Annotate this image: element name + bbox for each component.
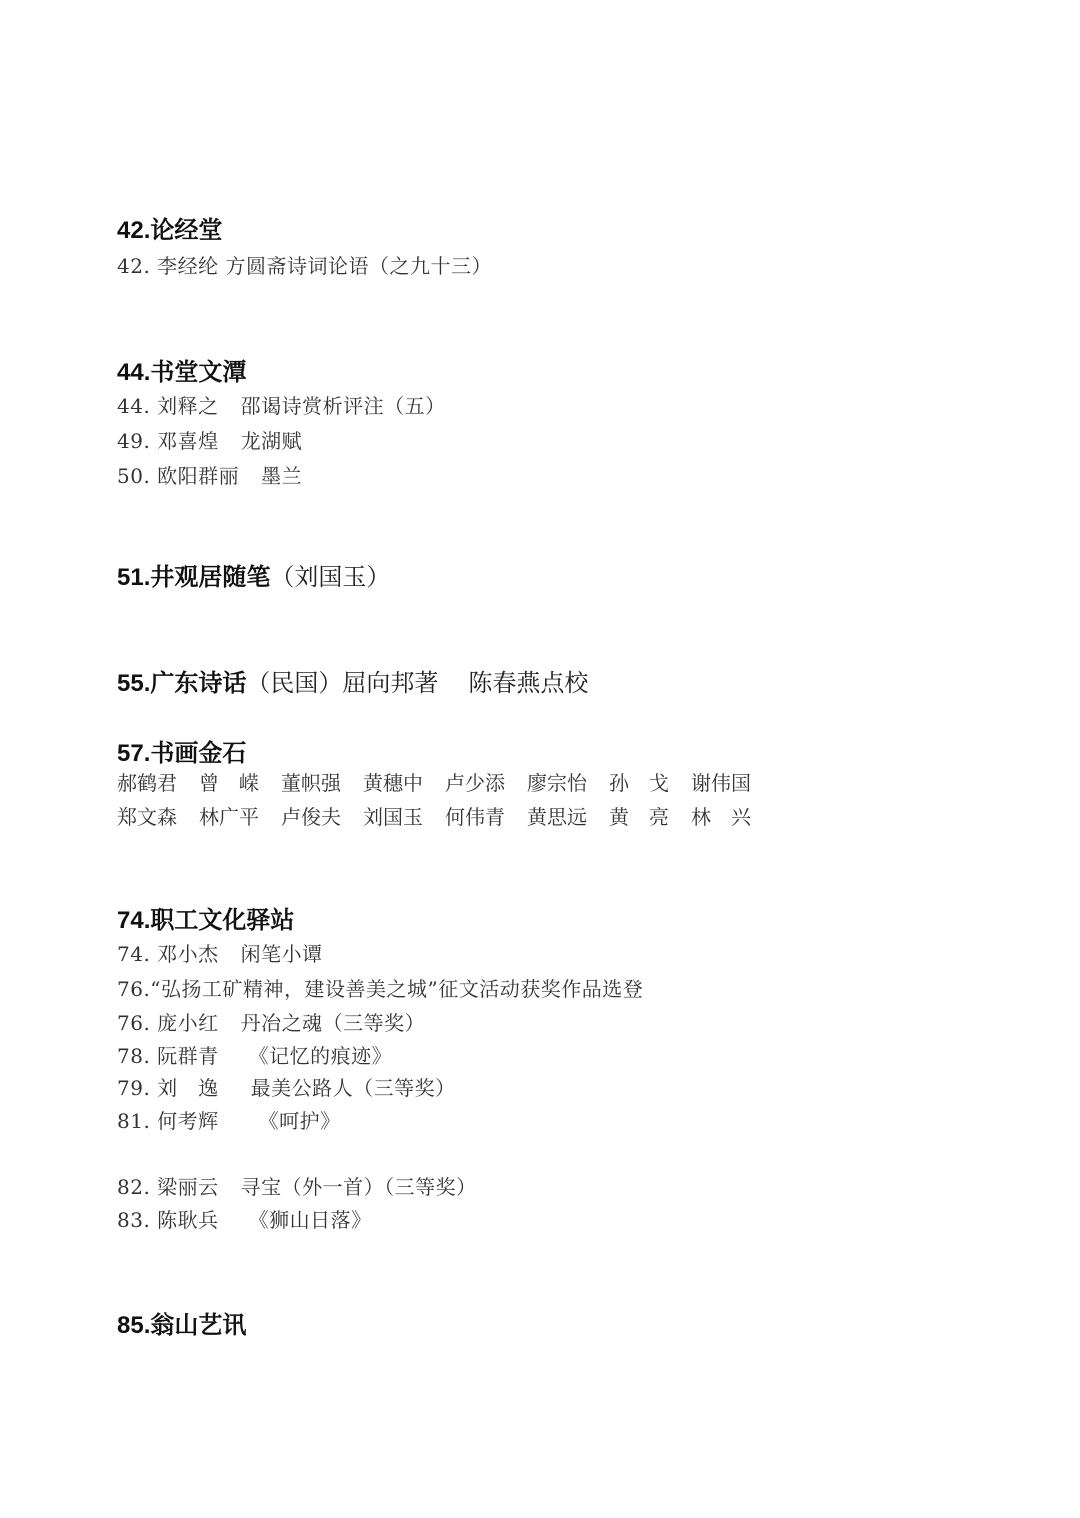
section-title: 职工文化驿站 [150,906,295,934]
item-text: 最美公路人（三等奖） [250,1076,456,1100]
item-prefix: 83. 陈耿兵 [117,1208,219,1232]
artist-name: 郝鹤君 [117,771,177,795]
section-note: （民国）屈向邦著 [246,669,439,697]
section-number: 51. [117,564,151,591]
artist-names-row-2 [117,807,1040,827]
artist-name: 卢俊夫 [281,805,341,829]
section-number: 55. [117,670,151,697]
section-number: 85. [117,1312,151,1339]
section-number: 74. [117,907,151,934]
artist-name: 何伟青 [445,805,505,829]
item-prefix: 44. 刘释之 [117,394,219,418]
section-title: 书画金石 [150,739,247,767]
item-text: 寻宝（外一首）（三等奖） [240,1175,477,1199]
item-text: 墨兰 [261,464,303,488]
section-title: 翁山艺讯 [150,1311,247,1339]
artist-name: 卢少添 [445,771,505,795]
section-heading-55 [117,671,1040,696]
item-prefix: 76.“弘扬工矿精神，建设善美之城”征文活动获奖作品选登 [117,977,644,1001]
item-text: 《记忆的痕迹》 [248,1044,393,1068]
section-heading-57 [117,741,1040,766]
artist-name: 黄 亮 [609,805,669,829]
section-title: 广东诗话 [150,669,247,697]
list-item [117,1078,1040,1098]
section-heading-74 [117,908,1040,933]
item-text: 《狮山日落》 [248,1208,372,1232]
artist-name: 谢伟国 [691,771,751,795]
artist-name: 曾 嵘 [199,771,259,795]
item-prefix: 76. 庞小红 [117,1011,219,1035]
section-title: 书堂文潭 [150,358,247,386]
section-number: 57. [117,740,151,767]
list-item [117,1013,1040,1033]
item-prefix: 81. 何考辉 [117,1109,219,1133]
section-note-2: 陈春燕点校 [468,669,589,697]
artist-name: 郑文森 [117,805,177,829]
artist-name: 孙 戈 [609,771,669,795]
section-number: 44. [117,359,151,386]
artist-name: 黄穗中 [363,771,423,795]
list-item [117,1177,1040,1197]
item-text: 《呵护》 [258,1109,341,1133]
section-title: 论经堂 [150,216,223,244]
item-text: 闲笔小谭 [240,942,323,966]
list-item [117,944,1040,964]
list-item [117,979,1040,999]
section-note: （刘国玉） [270,563,391,591]
item-text: 邵谒诗赏析评注（五） [240,394,446,418]
artist-name: 廖宗怡 [527,771,587,795]
artist-names-row-1 [117,773,1040,793]
artist-name: 董帜强 [281,771,341,795]
list-item [117,431,1040,451]
section-heading-51 [117,565,1040,590]
artist-name: 林广平 [199,805,259,829]
item-prefix: 79. 刘 逸 [117,1076,219,1100]
item-prefix: 78. 阮群青 [117,1044,219,1068]
list-item: 42. 李经纶 方圆斋诗词论语（之九十三） [117,254,493,278]
section-title: 井观居随笔 [150,563,271,591]
item-text: 龙湖赋 [240,429,303,453]
artist-name: 林 兴 [691,805,751,829]
section-number: 42. [117,217,151,244]
item-prefix: 50. 欧阳群丽 [117,464,240,488]
list-item [117,1046,1040,1066]
list-item [117,1111,1040,1131]
list-item [117,1210,1040,1230]
section-heading-85 [117,1313,1040,1338]
section-heading-44 [117,360,1040,385]
section-heading-42 [117,218,1040,243]
list-item [117,396,1040,416]
item-prefix: 74. 邓小杰 [117,942,219,966]
artist-name: 黄思远 [527,805,587,829]
item-prefix: 49. 邓喜煌 [117,429,219,453]
item-text: 丹冶之魂（三等奖） [240,1011,426,1035]
item-prefix: 82. 梁丽云 [117,1175,219,1199]
artist-name: 刘国玉 [363,805,423,829]
list-item [117,466,1040,486]
